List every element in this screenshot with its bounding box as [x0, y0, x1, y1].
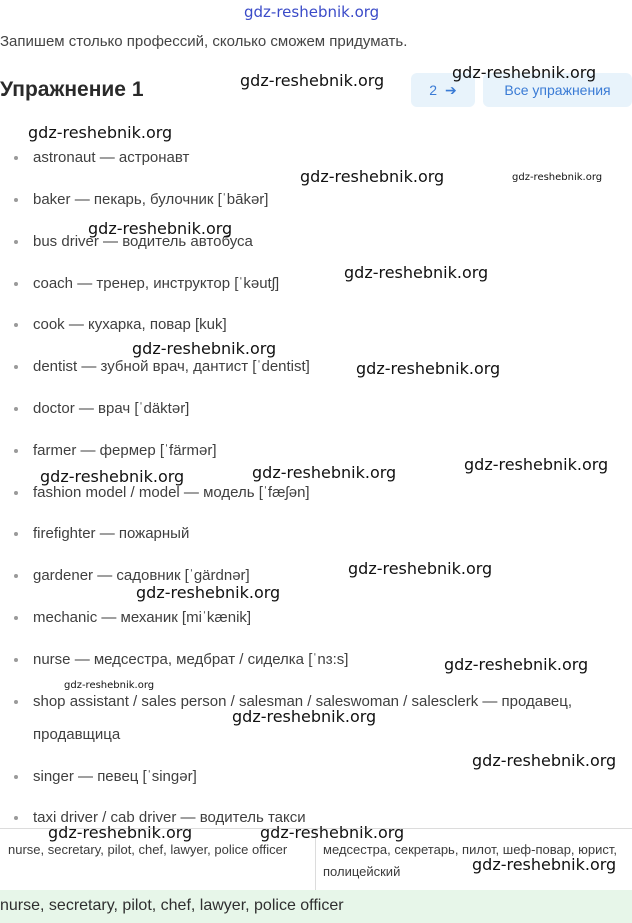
page-title: Упражнение 1	[0, 78, 144, 101]
watermark: gdz-reshebnik.org	[348, 559, 493, 578]
watermark: gdz-reshebnik.org	[472, 751, 617, 770]
bullet-icon	[14, 816, 18, 820]
watermark: gdz-reshebnik.org	[260, 823, 405, 842]
watermark: gdz-reshebnik.org	[252, 463, 397, 482]
watermark: gdz-reshebnik.org	[136, 583, 281, 602]
watermark: gdz-reshebnik.org	[452, 63, 597, 82]
watermark-top: gdz-reshebnik.org	[244, 3, 380, 21]
watermark: gdz-reshebnik.org	[444, 655, 589, 674]
bullet-icon	[14, 574, 18, 578]
watermark: gdz-reshebnik.org	[48, 823, 193, 842]
watermark: gdz-reshebnik.org	[64, 680, 155, 691]
list-item-text: dentist — зубной врач, дантист [ˈdentist]	[33, 358, 310, 375]
watermark: gdz-reshebnik.org	[232, 707, 377, 726]
bullet-icon	[14, 775, 18, 779]
all-exercises-label: Все упражнения	[504, 82, 611, 98]
bullet-icon	[14, 616, 18, 620]
bullet-icon	[14, 658, 18, 662]
bullet-icon	[14, 449, 18, 453]
watermark: gdz-reshebnik.org	[240, 71, 385, 90]
table-cell-russian: медсестра, секретарь, пилот, шеф-повар, юрист, полицейский	[323, 842, 618, 879]
answer-bar	[0, 890, 632, 923]
table-cell-english: nurse, secretary, pilot, chef, lawyer, police officer	[8, 842, 288, 857]
bullet-icon	[14, 323, 18, 327]
list-item-text: bus driver — водитель автобуса	[33, 233, 253, 250]
list-item-text: taxi driver / cab driver — водитель такси	[33, 809, 306, 826]
watermark: gdz-reshebnik.org	[132, 339, 277, 358]
bullet-icon	[14, 240, 18, 244]
watermark: gdz-reshebnik.org	[464, 455, 609, 474]
list-item-text: cook — кухарка, повар [kuk]	[33, 316, 227, 333]
list-item-text: astronaut — астронавт	[33, 149, 190, 166]
bullet-icon	[14, 407, 18, 411]
bullet-icon	[14, 700, 18, 704]
watermark: gdz-reshebnik.org	[512, 172, 603, 183]
list-item-text: baker — пекарь, булочник [ˈbākər]	[33, 191, 269, 208]
next-exercise-label: 2	[429, 82, 438, 98]
bullet-icon	[14, 156, 18, 160]
watermark: gdz-reshebnik.org	[344, 263, 489, 282]
bullet-icon	[14, 282, 18, 286]
arrow-right-icon: ➔	[445, 81, 457, 98]
list-item-text: gardener — садовник [ˈgärdnər]	[33, 567, 250, 584]
list-item-text: farmer — фермер [ˈfärmər]	[33, 442, 217, 459]
watermark: gdz-reshebnik.org	[88, 219, 233, 238]
list-item-text: coach — тренер, инструктор [ˈkəutʃ]	[33, 275, 280, 292]
list-item-text: singer — певец [ˈsingər]	[33, 768, 197, 785]
watermark: gdz-reshebnik.org	[40, 467, 185, 486]
bullet-icon	[14, 365, 18, 369]
bullet-icon	[14, 491, 18, 495]
watermark: gdz-reshebnik.org	[28, 123, 173, 142]
watermark: gdz-reshebnik.org	[472, 855, 617, 874]
list-item-text: firefighter — пожарный	[33, 525, 190, 542]
watermark: gdz-reshebnik.org	[356, 359, 501, 378]
answer-text: nurse, secretary, pilot, chef, lawyer, police officer	[0, 897, 344, 914]
list-item-text: mechanic — механик [miˈkænik]	[33, 609, 252, 626]
bullet-icon	[14, 532, 18, 536]
list-item-text: nurse — медсестра, медбрат / сиделка [ˈnɜ:s]	[33, 651, 349, 668]
bullet-icon	[14, 198, 18, 202]
list-item-text: shop assistant / sales person / salesman / saleswoman / salesclerk — продавец, продавщица	[33, 693, 573, 743]
list-item-text: doctor — врач [ˈdäktər]	[33, 400, 190, 417]
intro-text: Запишем столько профессий, сколько сможем придумать.	[0, 33, 408, 50]
watermark: gdz-reshebnik.org	[300, 167, 445, 186]
list-item-text: fashion model / model — модель [ˈfæʃən]	[33, 484, 310, 501]
